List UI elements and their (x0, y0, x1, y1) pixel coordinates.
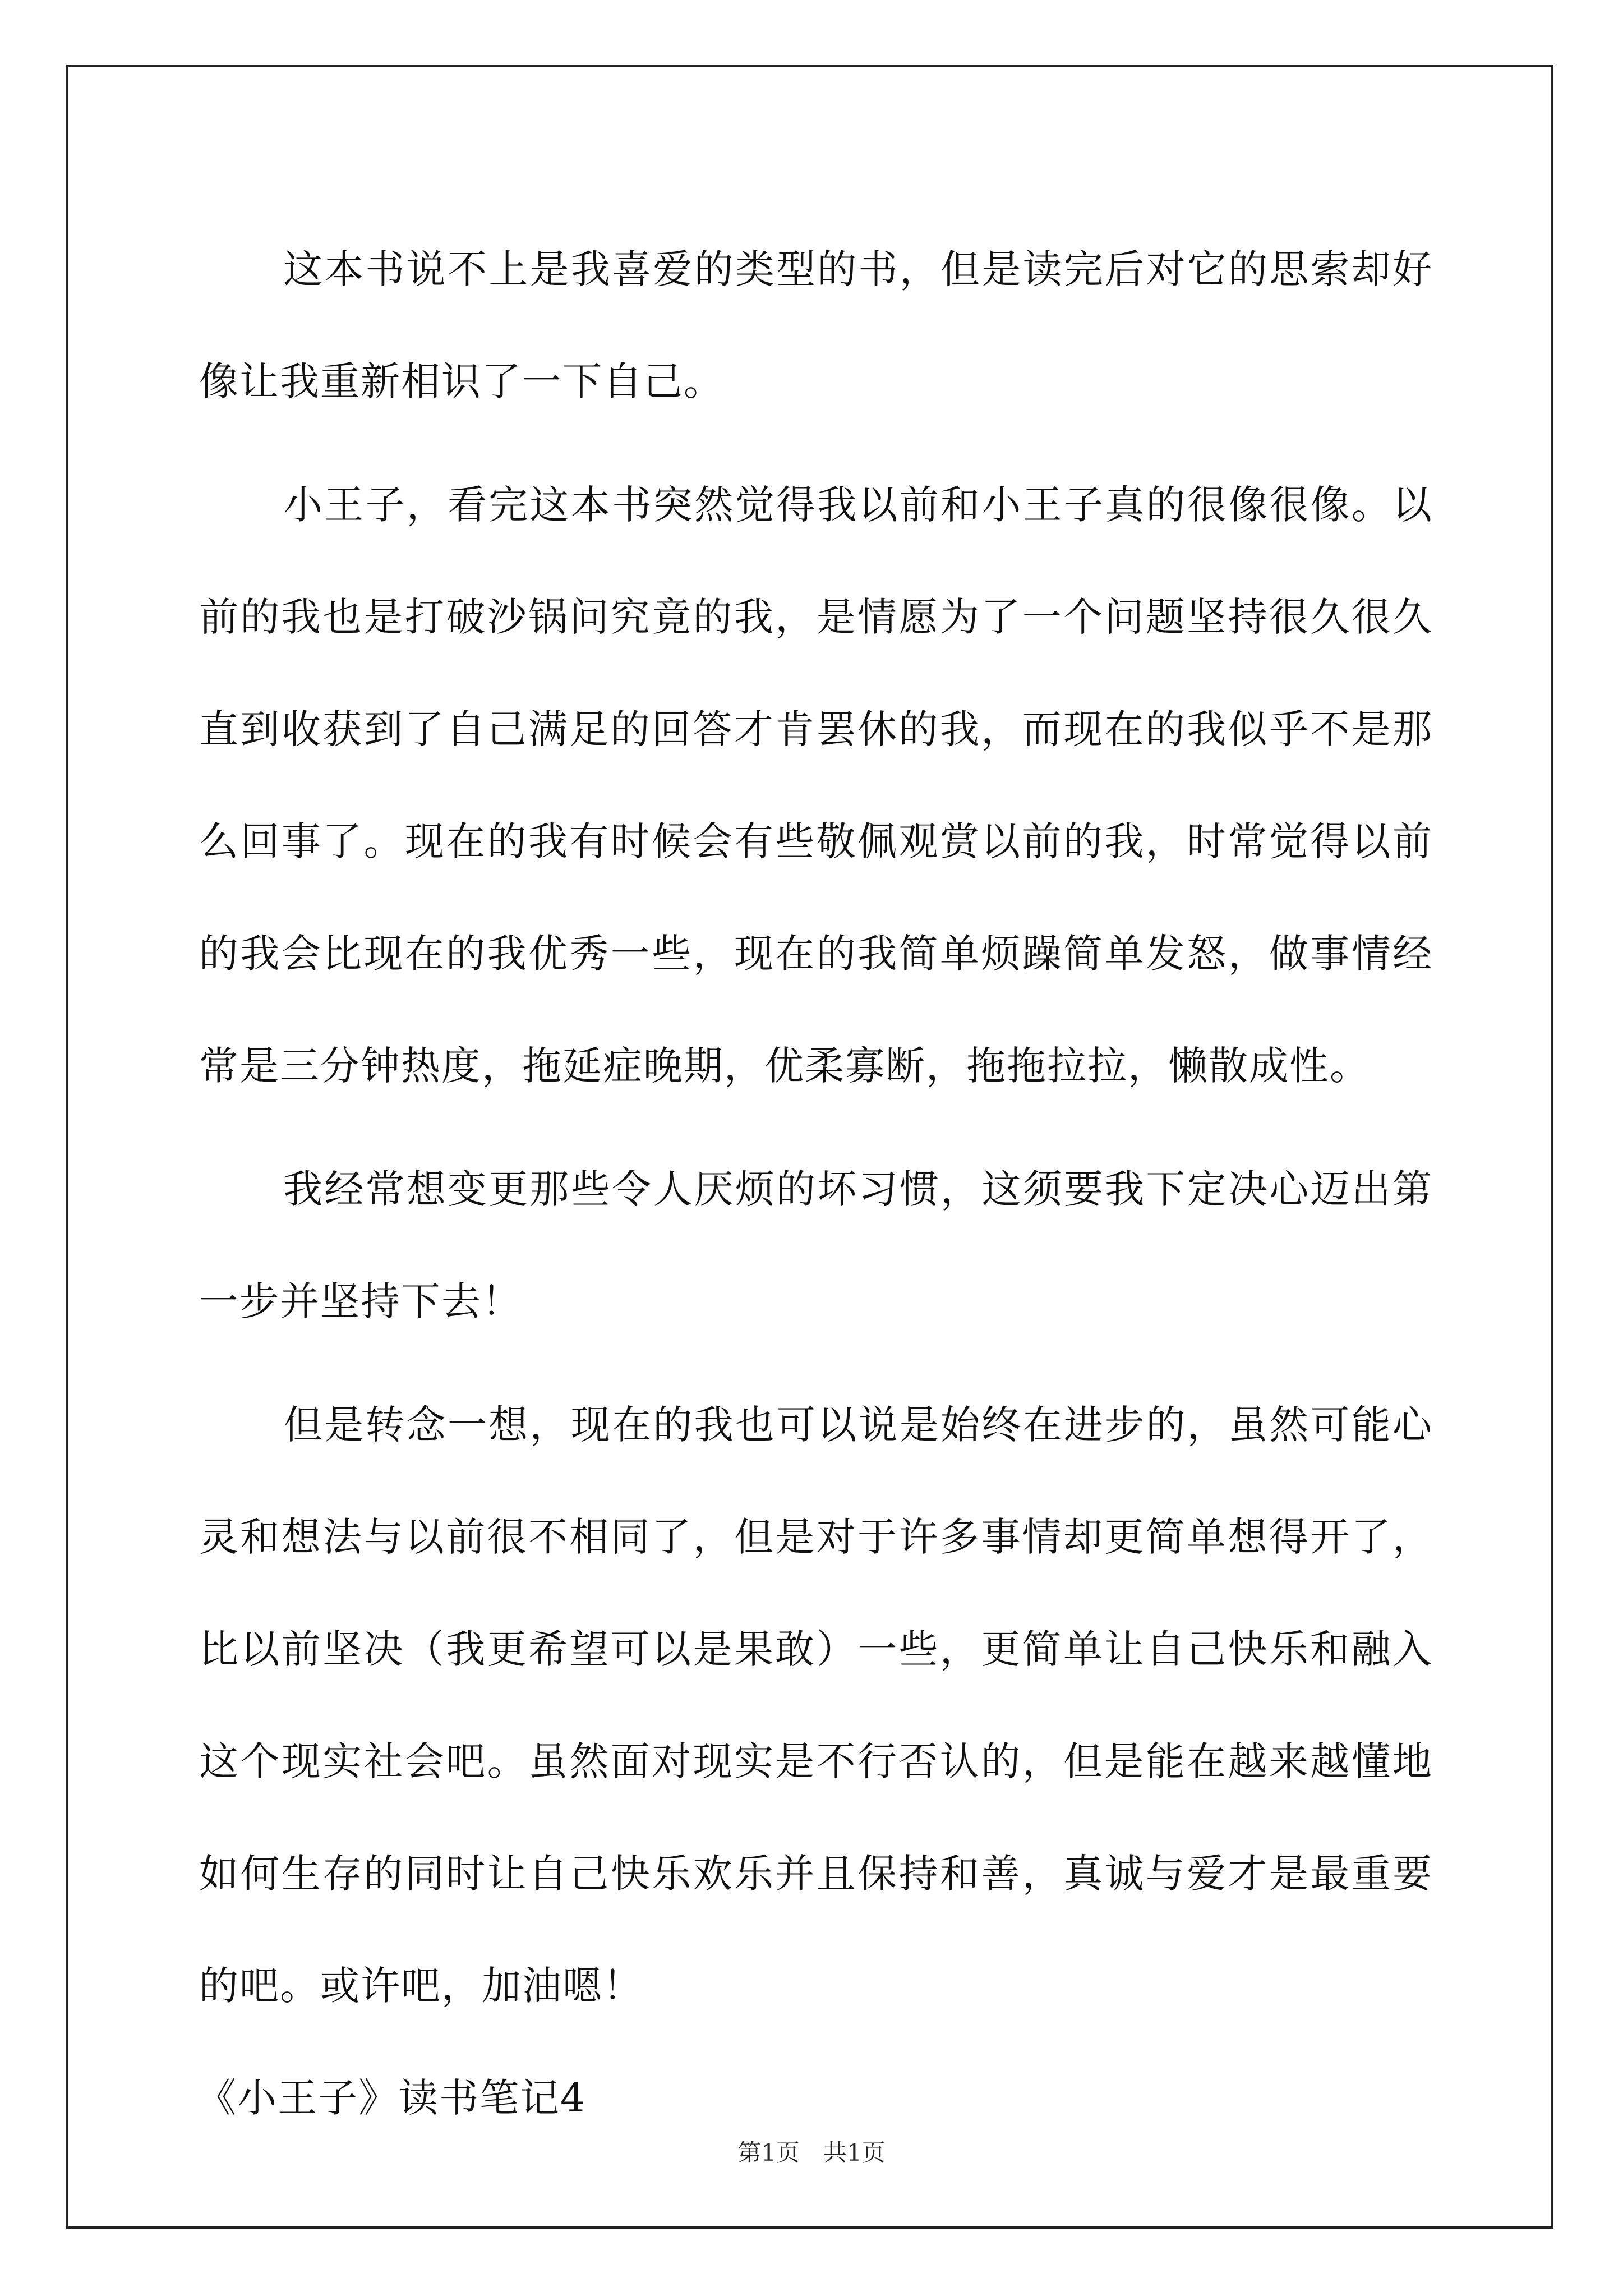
paragraph-3: 我经常想变更那些令人厌烦的坏习惯，这须要我下定决心迈出第一步并坚持下去！ (199, 1166, 1433, 1324)
paragraph-2: 小王子，看完这本书突然觉得我以前和小王子真的很像很像。以前的我也是打破沙锅问究竟的我，是情愿为了一个问题坚持很久很久直到收获到了自己满足的回答才肯罢休的我，而现在的我似乎不是那么回事了。现在的我有时候会有些敬佩观赏以前的我，时常觉得以前的我会比现在的我优秀一些，现在的我简单烦躁简单发怒，做事情经常是三分钟热度，拖延症晚期，优柔寡断，拖拖拉拉，懒散成性。 (199, 482, 1433, 1089)
paragraph-1: 这本书说不上是我喜爱的类型的书，但是读完后对它的思索却好像让我重新相识了一下自己。 (199, 246, 1433, 404)
paragraph-4: 但是转念一想，现在的我也可以说是始终在进步的，虽然可能心灵和想法与以前很不相同了，但是对于许多事情却更简单想得开了，比以前坚决（我更希望可以是果敢）一些，更简单让自己快乐和融入这个现实社会吧。虽然面对现实是不行否认的，但是能在越来越懂地如何生存的同时让自己快乐欢乐并且保持和善，真诚与爱才是最重要的吧。或许吧，加油嗯！ (199, 1402, 1433, 2009)
page-number-footer: 第1页 共1页 (737, 2139, 886, 2166)
section-heading: 《小王子》读书笔记4 (197, 2075, 587, 2121)
document-body (199, 213, 1433, 2154)
